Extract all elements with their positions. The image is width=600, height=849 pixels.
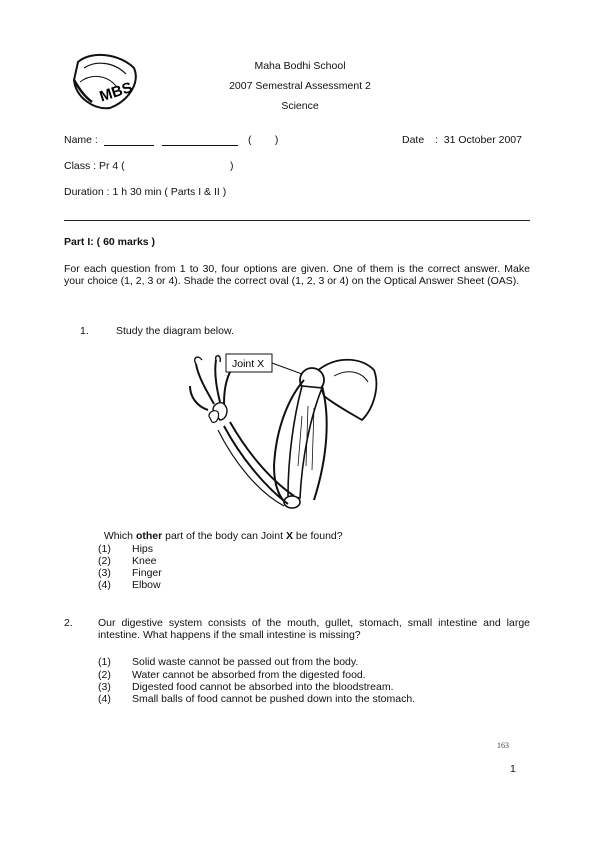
name-underline[interactable] [104, 145, 154, 146]
q1-option-1[interactable] [98, 543, 153, 555]
q2-option-num: (4) [98, 693, 111, 705]
q2-option-4[interactable] [98, 693, 415, 705]
q2-number: 2. [64, 617, 73, 629]
q1-option-text: Hips [132, 543, 154, 555]
q2-option-text: Small balls of food cannot be pushed down into the stomach. [132, 693, 416, 705]
q2-option-num: (2) [98, 669, 111, 681]
q1-question-bold2: X [285, 530, 293, 542]
part1-instructions: For each question from 1 to 30, four options are given. One of them is the correct answer. Make your choice (1, 2, 3 or 4). Shade the correct oval (1, 2, 3 or 4) on the Optical Answer Sheet (OAS). [64, 263, 530, 287]
date-label: Date [402, 134, 425, 146]
q1-question-post: be found? [292, 530, 343, 542]
q1-question-mid: part of the body can Joint [162, 530, 286, 542]
q2-prompt: Our digestive system consists of the mouth, gullet, stomach, small intestine and large intestine. What happens if the small intestine is missing? [98, 617, 530, 641]
q2-option-2[interactable] [98, 669, 366, 681]
page-number: 1 [510, 763, 516, 775]
q1-option-4[interactable] [98, 579, 161, 591]
q1-option-num: (2) [98, 555, 111, 567]
joint-x-pointer [272, 363, 302, 374]
q2-option-text: Solid waste cannot be passed out from the body. [132, 656, 359, 668]
q1-option-text: Finger [132, 567, 162, 579]
q1-question [98, 518, 343, 542]
page-code: 163 [497, 741, 509, 750]
name-underline-2[interactable] [162, 145, 238, 146]
q2-option-num: (3) [98, 681, 111, 693]
q1-number: 1. [80, 325, 89, 337]
q1-option-2[interactable] [98, 555, 157, 567]
header-divider [64, 220, 530, 221]
q2-option-num: (1) [98, 656, 111, 668]
assessment-title: 2007 Semestral Assessment 2 [229, 80, 371, 92]
q1-option-text: Knee [132, 555, 157, 567]
part1-title: Part I: ( 60 marks ) [64, 236, 156, 248]
subject-title: Science [281, 100, 319, 112]
q2-option-3[interactable] [98, 681, 394, 693]
q1-prompt: Study the diagram below. [116, 325, 234, 337]
q1-option-num: (1) [98, 543, 111, 555]
q2-option-1[interactable] [98, 656, 358, 668]
q1-option-num: (3) [98, 567, 111, 579]
date-value: : 31 October 2007 [435, 134, 522, 146]
q1-question-bold: other [135, 530, 163, 542]
school-name: Maha Bodhi School [254, 60, 346, 72]
q1-option-num: (4) [98, 579, 111, 591]
q1-question-pre: Which [103, 530, 136, 542]
register-number: ( ) [248, 134, 279, 146]
q1-option-text: Elbow [132, 579, 161, 591]
q2-option-text: Water cannot be absorbed from the digested food. [132, 669, 366, 681]
q1-option-3[interactable] [98, 567, 162, 579]
duration: Duration : 1 h 30 min ( Parts I & II ) [64, 186, 227, 198]
logo-text: MBS [97, 78, 135, 106]
class-label: Class : Pr 4 ( [64, 160, 125, 172]
arm-diagram [184, 346, 384, 514]
class-close: ) [230, 160, 234, 172]
joint-x-label: Joint X [232, 358, 265, 370]
q2-option-text: Digested food cannot be absorbed into the bloodstream. [132, 681, 394, 693]
name-label: Name : [64, 134, 98, 146]
